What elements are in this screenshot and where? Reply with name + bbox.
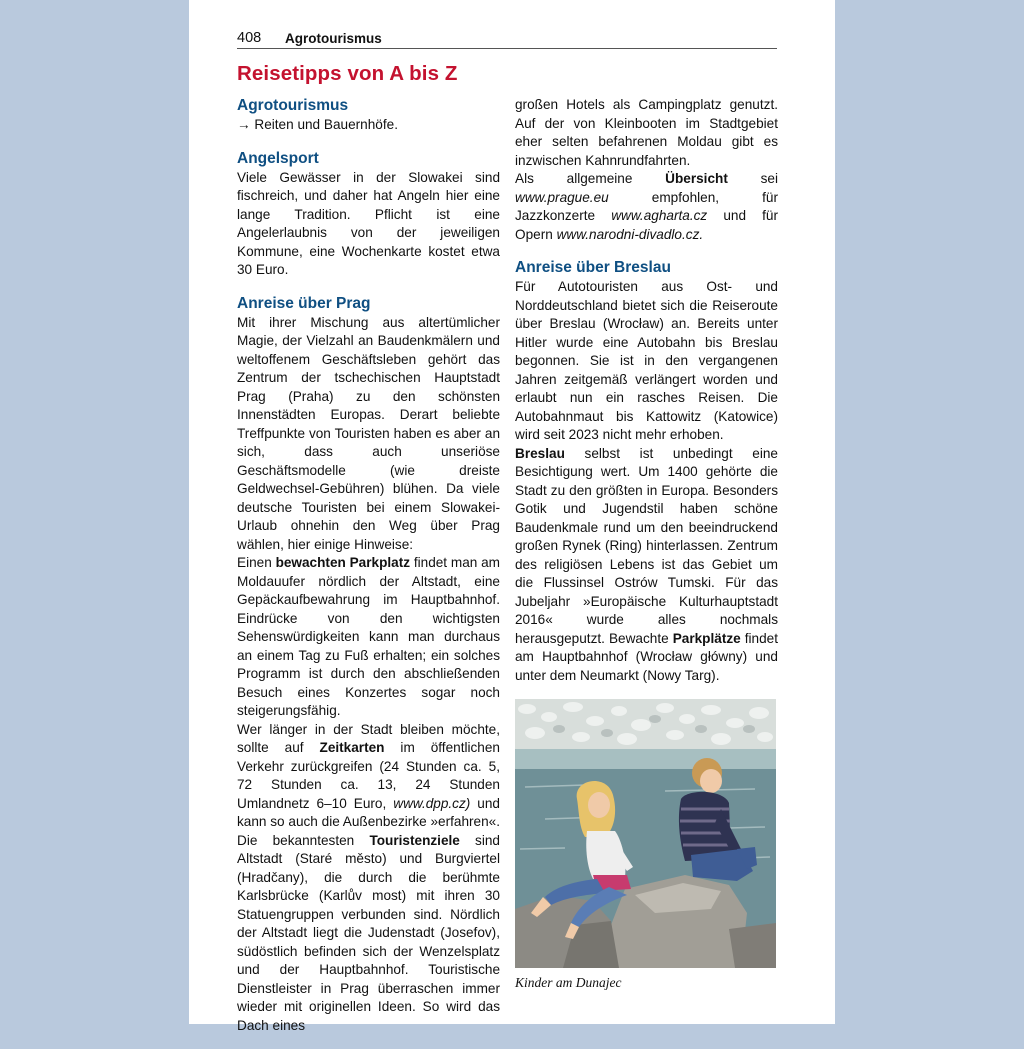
paragraph: Die bekanntesten Touristenziele sind Altstadt (Staré město) und Burgviertel (Hradčany), die durch die berühmte Karlsbrücke (Karlův most) mit ihren 30 Statuengruppen verbunden sind. Nördlich der Altstadt liegt die Judenstadt (Josefov), südöstlich befinden sich der Wenzelsplatz und der Hauptbahnhof. Touristische Dienstleister in Prag überraschen immer wieder mit originellen Ideen. So wird das Dach eines bbox=[237, 832, 500, 1033]
web-link-text: www.agharta.cz bbox=[611, 208, 708, 223]
paragraph: Mit ihrer Mischung aus altertümlicher Magie, der Vielzahl an Baudenkmälern und weltoffenem Geschäftsleben gehört das Zentrum der tschechischen Hauptstadt Prag (Praha) zu den schönsten Innenstädten Europas. Derart beliebte Treffpunkte von Touristen haben es aber an sich, dass auch unseriöse Geschäftsmodelle (wie dreiste Geldwechsel-Gebühren) blühen. Da viele deutsche Touristen bei einem Slowakei-Urlaub ohnehin den Weg über Prag wählen, hier einige Hinweise: bbox=[237, 314, 500, 552]
running-header bbox=[237, 30, 777, 49]
section-body: Viele Gewässer in der Slowakei sind fischreich, und daher hat Angeln hier eine lange Tradition. Pflicht ist eine Angelerlaubnis von der jeweiligen Kommune, eine Wochenkarte kostet etwa 30 Euro. bbox=[237, 169, 500, 277]
section-anreise-prag-continued bbox=[515, 96, 778, 244]
photo-caption: Kinder am Dunajec bbox=[515, 975, 622, 990]
book-page bbox=[189, 0, 835, 1033]
bold-term: Touristenziele bbox=[369, 832, 460, 848]
section-heading: Anreise über Breslau bbox=[515, 259, 671, 276]
section-body: → Reiten und Bauernhöfe. bbox=[237, 117, 398, 132]
photo-illustration bbox=[515, 699, 776, 968]
section-heading: Anreise über Prag bbox=[237, 294, 371, 312]
bold-term: Zeitkarten bbox=[319, 740, 385, 755]
web-link-text: www.narodni-divadlo.cz. bbox=[556, 226, 704, 242]
bold-term: Parkplätze bbox=[672, 630, 741, 646]
paragraph: großen Hotels als Campingplatz genutzt. Auf der von Kleinbooten im Stadtgebiet eher selten befahrenen Moldau gibt es inzwischen Kahnrundfahrten. bbox=[515, 97, 778, 168]
pebble-bank bbox=[515, 699, 776, 751]
section-angelsport bbox=[237, 149, 500, 280]
paragraph: Breslau selbst ist unbedingt eine Besichtigung wert. Um 1400 gehörte die Stadt zu den größten in Europa. Besonders Gotik und Jugendstil haben schöne Baudenkmale rund um den beeindruckend großen Rynek (Ring) hinterlassen. Zentrum des religiösen Lebens ist das Gebiet um die Flussinsel Ostrów Tumski. Für das Jubeljahr »Europäische Kulturhauptstadt 2016« wurde alles nochmals herausgeputzt. Bewachte Parkplätze findet am Hauptbahnhof (Wrocław główny) und unter dem Neumarkt (Nowy Targ). bbox=[515, 445, 779, 683]
paragraph: Als allgemeine Übersicht sei www.prague.eu empfohlen, für Jazzkonzerte www.agharta.cz und für Opern www.narodni-divadlo.cz. bbox=[515, 171, 778, 242]
paragraph: Wer länger in der Stadt bleiben möchte, sollte auf Zeitkarten im öffentlichen Verkehr zurückgreifen (24 Stunden ca. 5, 72 Stunden ca. 13, 24 Stunden Umlandnetz 6–10 Euro, www.dpp.cz) und kann so auch die Außenbezirke »erfahren«. bbox=[237, 721, 500, 829]
bold-term: bewachten Parkplatz bbox=[275, 555, 411, 570]
right-column bbox=[515, 96, 778, 993]
section-heading: Angelsport bbox=[237, 149, 319, 167]
section-heading: Agrotourismus bbox=[237, 97, 349, 114]
section-agrotourismus bbox=[237, 96, 500, 135]
paragraph: Einen bewachten Parkplatz findet man am Moldauufer nördlich der Altstadt, eine Gepäckaufbewahrung im Hauptbahnhof. Eindrücke von den wichtigsten Sehenswürdigkeiten kann man durchaus an einem Tag zu Fuß erhalten; ein solches Programm ist durch den abschließenden Besuch eines Konzertes sogar noch steigerungsfähig. bbox=[237, 555, 500, 718]
section-anreise-prag bbox=[237, 294, 500, 1036]
web-link-text: www.dpp.cz) bbox=[393, 795, 471, 811]
page-number: 408 bbox=[237, 30, 262, 46]
section-anreise-breslau bbox=[515, 258, 778, 685]
running-title: Agrotourismus bbox=[285, 31, 382, 46]
left-column bbox=[237, 96, 500, 1049]
bold-term: Breslau bbox=[515, 445, 565, 461]
paragraph: Für Autotouristen aus Ost- und Norddeutschland bietet sich die Reiseroute über Breslau (Wrocław) an. Bereits unter Hitler wurde eine Autobahn bis Breslau begonnen. Sie ist in den vergangenen Jahren zeitgemäß verlängert worden und erlaubt nun ein rasches Reisen. Die Autobahnmaut bis Kattowitz (Katowice) wird seit 2023 nicht mehr erhoben. bbox=[515, 279, 778, 442]
bold-term: Übersicht bbox=[665, 171, 728, 186]
photo-children-at-river bbox=[515, 699, 776, 968]
web-link-text: www.prague.eu bbox=[515, 189, 609, 205]
chapter-title: Reisetipps von A bis Z bbox=[237, 62, 458, 85]
